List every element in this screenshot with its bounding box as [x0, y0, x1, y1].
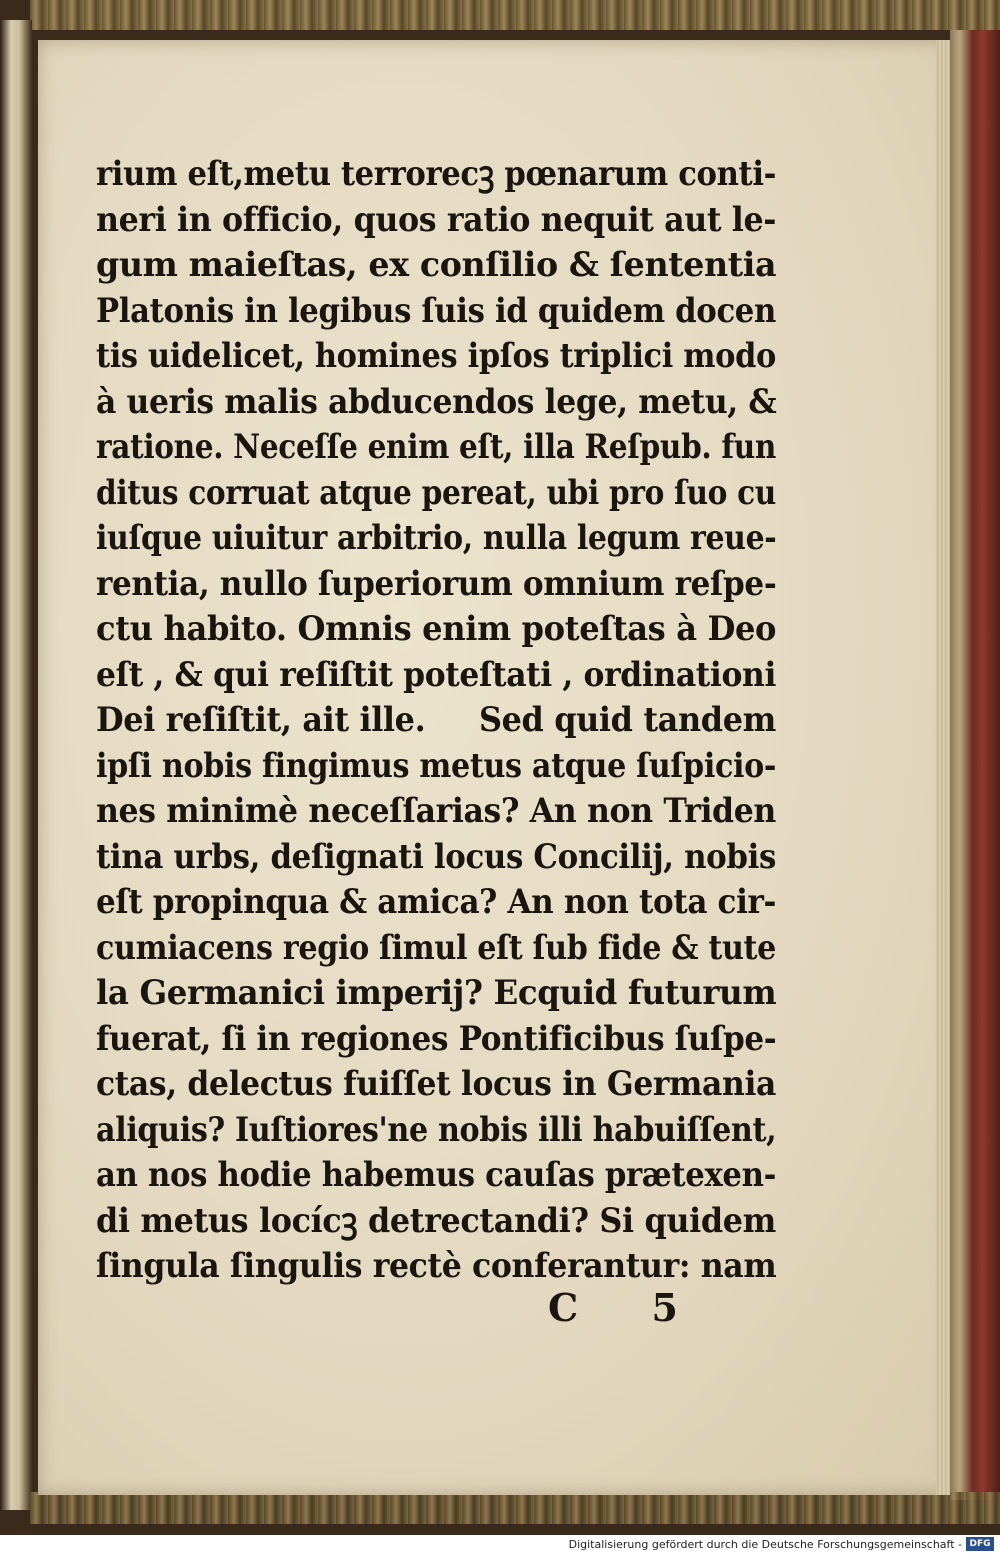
- left-page-edge: [0, 20, 32, 1510]
- text-line: la Germanici imperij? Ecquid futurum: [96, 973, 777, 1013]
- text-line: tis uidelicet, homines ipſos triplici modo: [96, 336, 776, 376]
- text-line: cumiacens regio ſimul eſt ſub fide & tute: [96, 927, 776, 968]
- page-text: [96, 152, 776, 1290]
- text-line: rium eſt,metu terrorecꝫ pœnarum conti-: [96, 154, 776, 194]
- dfg-logo: DFG: [966, 1537, 994, 1551]
- page-edges: [936, 40, 950, 1495]
- text-line: nes minimè neceſſarias? An non Triden: [96, 791, 776, 831]
- funding-credit: Digitalisierung gefördert durch die Deutsche Forschungsgemeinschaft -: [568, 1538, 962, 1551]
- text-line: ratione. Neceſſe enim eſt, illa Reſpub. fun: [96, 427, 776, 467]
- text-line: aliquis? Iuſtiores'ne nobis illi habuiſſent,: [96, 1109, 777, 1150]
- text-line: iuſque uiuitur arbitrio, nulla legum reue-: [96, 518, 777, 558]
- text-line: eſt , & qui reſiſtit poteſtati , ordinationi: [96, 654, 776, 695]
- text-line: ctu habito. Omnis enim poteſtas à Deo: [96, 609, 777, 649]
- text-line: Platonis in legibus ſuis id quidem docen: [96, 290, 776, 331]
- text-line: fuerat, ſi in regiones Pontificibus ſuſpe-: [96, 1018, 777, 1059]
- gilt-edge-top: [30, 0, 1000, 30]
- text-line: gum maieſtas, ex conſilio & ſententia: [96, 245, 777, 285]
- text-line: tina urbs, deſignati locus Concilij, nobis: [96, 836, 776, 877]
- text-line: di metus locícꝫ detrectandi? Si quidem: [96, 1200, 776, 1241]
- text-line: rentia, nullo ſuperiorum omnium reſpe-: [96, 563, 777, 604]
- text-line: à ueris malis abducendos lege, metu, &: [96, 381, 777, 422]
- text-line: ctas, delectus fuiſſet locus in Germania: [96, 1064, 776, 1104]
- gilt-edge-bottom: [30, 1492, 1000, 1524]
- right-cover-edge: [950, 30, 1000, 1500]
- text-line: ditus corruat atque pereat, ubi pro ſuo cu: [96, 472, 776, 513]
- book-page: [38, 40, 950, 1495]
- text-line: eſt propinqua & amica? An non tota cir-: [96, 882, 776, 922]
- signature-mark: C 5: [548, 1285, 708, 1330]
- text-line: ipſi nobis fingimus metus atque ſuſpicio-: [96, 745, 777, 786]
- text-line: neri in officio, quos ratio nequit aut le-: [96, 199, 776, 240]
- text-line: Dei reſiſtit, ait ille. Sed quid tandem: [96, 700, 776, 740]
- text-line: ſingula ſingulis rectè conferantur: nam: [96, 1246, 777, 1286]
- footer-bar: [0, 1535, 1000, 1555]
- text-line: an nos hodie habemus cauſas prætexen-: [96, 1155, 776, 1195]
